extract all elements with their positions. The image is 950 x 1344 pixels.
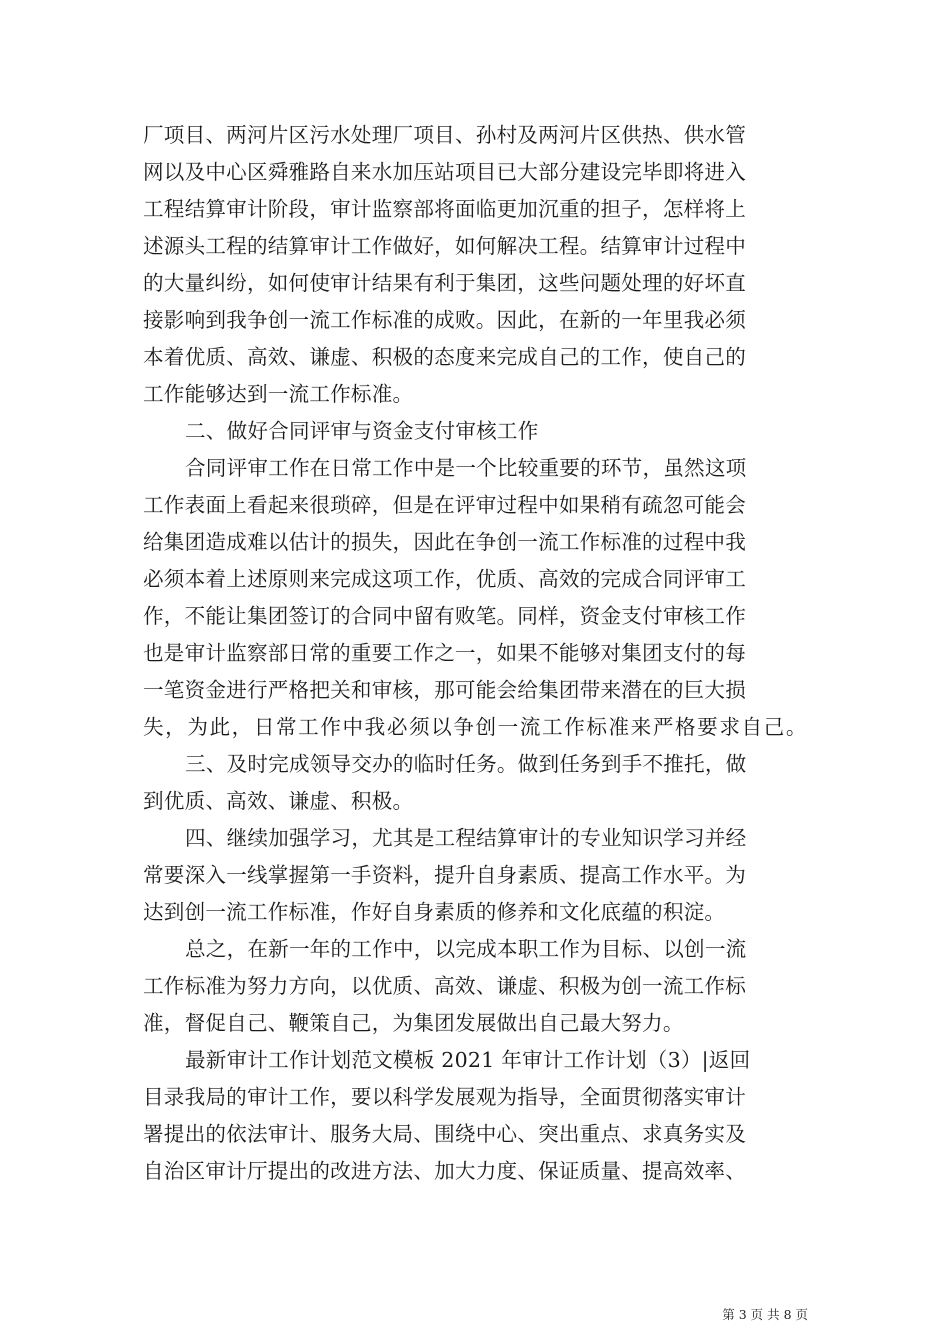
- text-line: 述源头工程的结算审计工作做好，如何解决工程。结算审计过程中: [143, 234, 747, 258]
- text-line: 到优质、高效、谦虚、积极。: [143, 789, 414, 813]
- text-line: 接影响到我争创一流工作标准的成败。因此，在新的一年里我必须: [143, 308, 747, 332]
- paragraph-first-line: 四、继续加强学习，尤其是工程结算审计的专业知识学习并经: [185, 826, 747, 850]
- document-body: [143, 117, 808, 1190]
- paragraph-first-line: 总之，在新一年的工作中，以完成本职工作为目标、以创一流: [185, 937, 747, 961]
- text-line: 署提出的依法审计、服务大局、围绕中心、突出重点、求真务实及: [143, 1122, 747, 1146]
- paragraph-first-line: 二、做好合同评审与资金支付审核工作: [185, 419, 539, 443]
- text-line: 网以及中心区舜雅路自来水加压站项目已大部分建设完毕即将进入: [143, 160, 747, 184]
- text-line: 必须本着上述原则来完成这项工作，优质、高效的完成合同评审工: [143, 567, 747, 591]
- text-line: 自治区审计厅提出的改进方法、加大力度、保证质量、提高效率、: [143, 1159, 747, 1183]
- text-line: 的大量纠纷，如何使审计结果有利于集团，这些问题处理的好坏直: [143, 271, 747, 295]
- text-line: 也是审计监察部日常的重要工作之一，如果不能够对集团支付的每: [143, 641, 747, 665]
- text-line: 工作表面上看起来很琐碎，但是在评审过程中如果稍有疏忽可能会: [143, 493, 747, 517]
- page-number: 第 3 页 共 8 页: [722, 1307, 808, 1322]
- text-line: 工作能够达到一流工作标准。: [143, 382, 414, 406]
- text-line: 厂项目、两河片区污水处理厂项目、孙村及两河片区供热、供水管: [143, 123, 747, 147]
- paragraph-first-line: 最新审计工作计划范文模板 2021 年审计工作计划（3）|返回: [185, 1048, 751, 1072]
- paragraph-first-line: 三、及时完成领导交办的临时任务。做到任务到手不推托，做: [185, 752, 747, 776]
- text-line: 一笔资金进行严格把关和审核，那可能会给集团带来潜在的巨大损: [143, 678, 747, 702]
- text-line: 达到创一流工作标准，作好自身素质的修养和文化底蕴的积淀。: [143, 900, 726, 924]
- text-line: 失，为此，日常工作中我必须以争创一流工作标准来严格要求自己。: [143, 715, 808, 739]
- text-line: 常要深入一线掌握第一手资料，提升自身素质、提高工作水平。为: [143, 863, 747, 887]
- text-line: 准，督促自己、鞭策自己，为集团发展做出自己最大努力。: [143, 1011, 684, 1035]
- text-line: 工作标准为努力方向，以优质、高效、谦虚、积极为创一流工作标: [143, 974, 747, 998]
- paragraph-first-line: 合同评审工作在日常工作中是一个比较重要的环节，虽然这项: [185, 456, 747, 480]
- text-line: 本着优质、高效、谦虚、积极的态度来完成自己的工作，使自己的: [143, 345, 747, 369]
- text-line: 作，不能让集团签订的合同中留有败笔。同样，资金支付审核工作: [143, 604, 747, 628]
- text-line: 目录我局的审计工作，要以科学发展观为指导，全面贯彻落实审计: [143, 1085, 747, 1109]
- text-line: 给集团造成难以估计的损失，因此在争创一流工作标准的过程中我: [143, 530, 747, 554]
- text-line: 工程结算审计阶段，审计监察部将面临更加沉重的担子，怎样将上: [143, 197, 747, 221]
